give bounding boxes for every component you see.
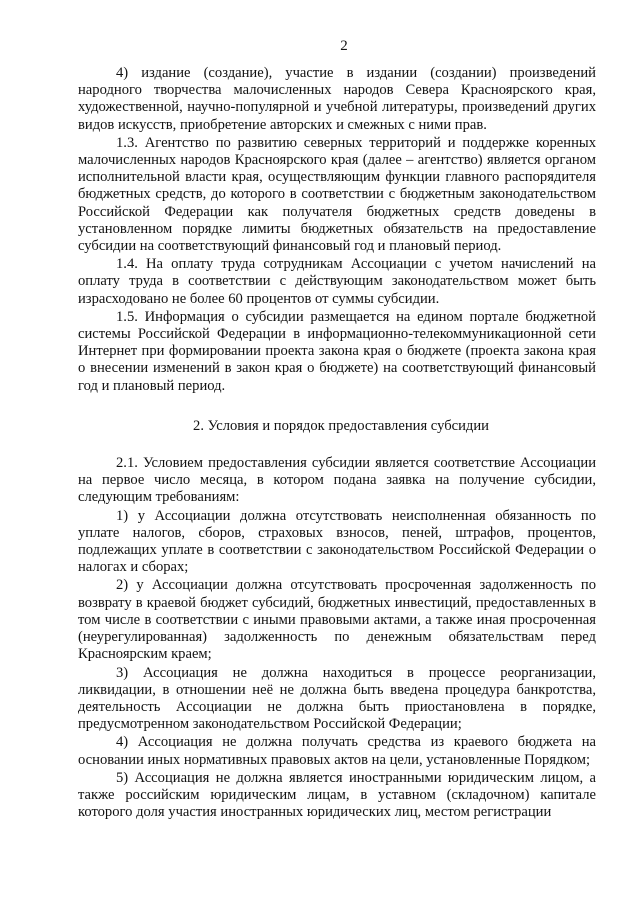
paragraph-1-5-information: 1.5. Информация о субсидии размещается на едином портале бюджетной системы Российской Федерации в информационно-телекоммуникационной сети Интернет при формировании проекта закона края о бюджете (проекта закона края о внесении изменений в закон края о бюджете) на соответствующий финансовый год и плановый период. [78,308,596,394]
requirement-3-reorganization: 3) Ассоциация не должна находиться в процессе реорганизации, ликвидации, в отношении неё не должна быть введена процедура банкротства, деятельность Ассоциации не должна быть приостановлена в порядке, предусмотренном законодательством Российской Федерации; [78,664,596,733]
paragraph-1-4-salary: 1.4. На оплату труда сотрудникам Ассоциации с учетом начислений на оплату труда в соответствии с действующим законодательством может быть израсходовано не более 60 процентов от суммы субсидии. [78,256,596,307]
paragraph-1-3-agency: 1.3. Агентство по развитию северных территорий и поддержке коренных малочисленных народов Красноярского края (далее – агентство) является органом исполнительной власти края, осуществляющим функции главного распорядителя бюджетных средств, до которого в соответствии с бюджетным законодательством Российской Федерации как получателя бюджетных средств доведены в установленном порядке лимиты бюджетных обязательств на предоставление субсидии на соответствующий финансовый год и плановый период. [78,134,596,255]
requirement-4-other-funding: 4) Ассоциация не должна получать средства из краевого бюджета на основании иных нормативных правовых актов на цели, установленные Порядком; [78,734,596,768]
section-title: 2. Условия и порядок предоставления субсидии [193,417,489,434]
requirement-5-foreign-entity: 5) Ассоциация не должна является иностранными юридическим лицом, а также российским юридическим лицам, в уставном (складочном) капитале которого доля участия иностранных юридических лиц, местом регистрации [78,769,596,821]
requirement-1-taxes: 1) у Ассоциации должна отсутствовать неисполненная обязанность по уплате налогов, сборов, страховых взносов, пеней, штрафов, процентов, подлежащих уплате в соответствии с законодательством Российской Федерации о налогах и сборах; [78,507,596,576]
requirement-2-debts: 2) у Ассоциации должна отсутствовать просроченная задолженность по возврату в краевой бюджет субсидий, бюджетных инвестиций, предоставленных в том числе в соответствии с иными правовыми актами, а также иная просроченная (неурегулированная) задолженность по денежным обязательствам перед Красноярским краем; [78,577,596,663]
paragraph-item-4-publishing: 4) издание (создание), участие в издании (создании) произведений народного творчества малочисленных народов Севера Красноярского края, художественной, научно-популярной и учебной литературы, произведений других видов искусств, приобретение авторских и смежных с ними прав. [78,65,596,133]
page-number: 2 [340,38,348,54]
paragraph-2-1-condition: 2.1. Условием предоставления субсидии является соответствие Ассоциации на первое число месяца, в котором подана заявка на получение субсидии, следующим требованиям: [78,455,596,506]
